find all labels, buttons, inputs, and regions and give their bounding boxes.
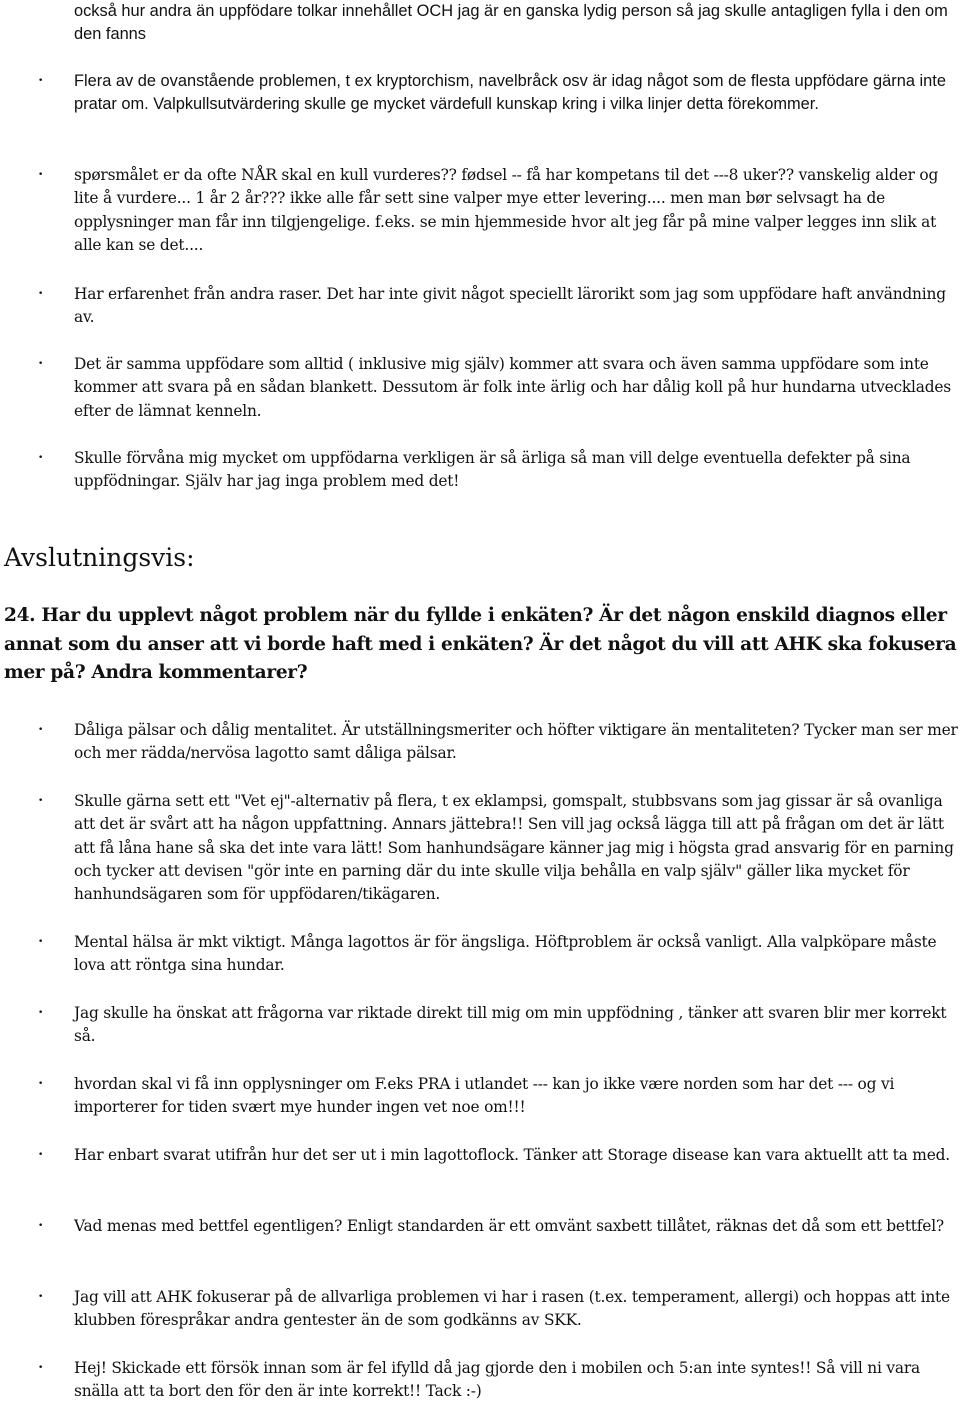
list-item: Flera av de ovanstående problemen, t ex kryptorchism, navelbråck osv är idag något som de flesta uppfödare gärna inte pratar om. Valpkullsutvärdering skulle ge mycket värdefull kunskap kring i vilka linjer detta förekommer. [74,72,946,114]
answer-item: Dåliga pälsar och dålig mentalitet. Är utställningsmeriter och höfter viktigare än mentaliteten? Tycker man ser mer och mer rädda/nervösa lagotto samt dåliga pälsar. [74,721,958,763]
answer-item: Hej! Skickade ett försök innan som är fel ifylld då jag gjorde den i mobilen och 5:an inte syntes!! Så vill ni vara snälla att ta bort den för den är inte korrekt!! Tack :-) [74,1359,921,1401]
bullet-icon: • [38,725,44,735]
bullet-icon: • [38,170,44,180]
bullet-icon: • [38,1079,44,1089]
bullet-icon: • [38,1221,44,1231]
bullet-icon: • [38,289,44,299]
answer-item: Jag vill att AHK fokuserar på de allvarliga problemen vi har i rasen (t.ex. temperament, allergi) och hoppas att inte klubben förespråkar andra gentester än de som godkänns av SKK. [74,1288,950,1330]
bullet-icon: • [38,1363,44,1373]
bullet-icon: • [38,937,44,947]
question-24: 24. Har du upplevt något problem när du fyllde i enkäten? Är det någon enskild diagnos eller annat som du anser att vi borde haft med i enkäten? Är det något du vill att AHK ska fokusera mer på? Andra kommentarer? [4,605,957,683]
list-item: spørsmålet er da ofte NÅR skal en kull vurderes?? fødsel -- få har kompetans til det ---8 uker?? vanskelig alder og lite å vurdere... 1 år 2 år??? ikke alle får sett sine valper mye etter levering.... men man bør selvsagt ha de opplysninger man får inn tilgjengelige. f.eks. se min hjemmeside hvor alt jeg får på mine valper legges inn slik at alle kan se det.... [74,166,939,254]
bullet-icon: • [38,1150,44,1160]
bullet-icon: • [38,1292,44,1302]
answer-item: Vad menas med bettfel egentligen? Enligt standarden är ett omvänt saxbett tillåtet, räknas det då som ett bettfel? [74,1217,944,1235]
answer-item: Jag skulle ha önskat att frågorna var riktade direkt till mig om min uppfödning , tänker att svaren blir mer korrekt så. [74,1004,947,1046]
answer-item: Har enbart svarat utifrån hur det ser ut i min lagottoflock. Tänker att Storage disease kan vara aktuellt att ta med. [74,1146,950,1164]
bullet-icon: • [38,453,44,463]
bullet-icon: • [38,796,44,806]
bullet-icon: • [38,359,44,369]
bullet-icon: • [38,76,44,86]
answer-item: hvordan skal vi få inn opplysninger om F.eks PRA i utlandet --- kan jo ikke være norden som har det --- og vi importerer for tiden svært mye hunder ingen vet noe om!!! [74,1075,895,1117]
section-heading: Avslutningsvis: [4,543,195,572]
list-item: Har erfarenhet från andra raser. Det har inte givit något speciellt lärorikt som jag som uppfödare haft användning av. [74,285,946,327]
list-item: Det är samma uppfödare som alltid ( inklusive mig själv) kommer att svara och även samma uppfödare som inte kommer att svara på en sådan blankett. Dessutom är folk inte ärlig och har dålig koll på hur hundarna utvecklades efter de lämnat kenneln. [74,355,951,420]
answer-item: Mental hälsa är mkt viktigt. Många lagottos är för ängsliga. Höftproblem är också vanligt. Alla valpköpare måste lova att röntga sina hundar. [74,933,937,975]
list-item: Skulle förvåna mig mycket om uppfödarna verkligen är så ärliga så man vill delge eventuella defekter på sina uppfödningar. Själv har jag inga problem med det! [74,449,911,491]
bullet-icon: • [38,1008,44,1018]
intro-continuation-text: också hur andra än uppfödare tolkar innehållet OCH jag är en ganska lydig person så jag skulle antagligen fylla i den om den fanns [74,2,948,44]
answer-item: Skulle gärna sett ett "Vet ej"-alternativ på flera, t ex eklampsi, gomspalt, stubbsvans som jag gissar är så ovanliga att det är svårt att ha någon uppfattning. Annars jättebra!! Sen vill jag också lägga till att på frågan om det är lätt att få låna hane så ska det inte vara lätt! Som hanhundsägare känner jag mig i högsta grad ansvarig för en parning och tycker att devisen "gör inte en parning där du inte skulle vilja behålla en valp själv" gäller lika mycket för hanhundsägaren som för uppfödaren/tikägaren. [74,792,954,904]
